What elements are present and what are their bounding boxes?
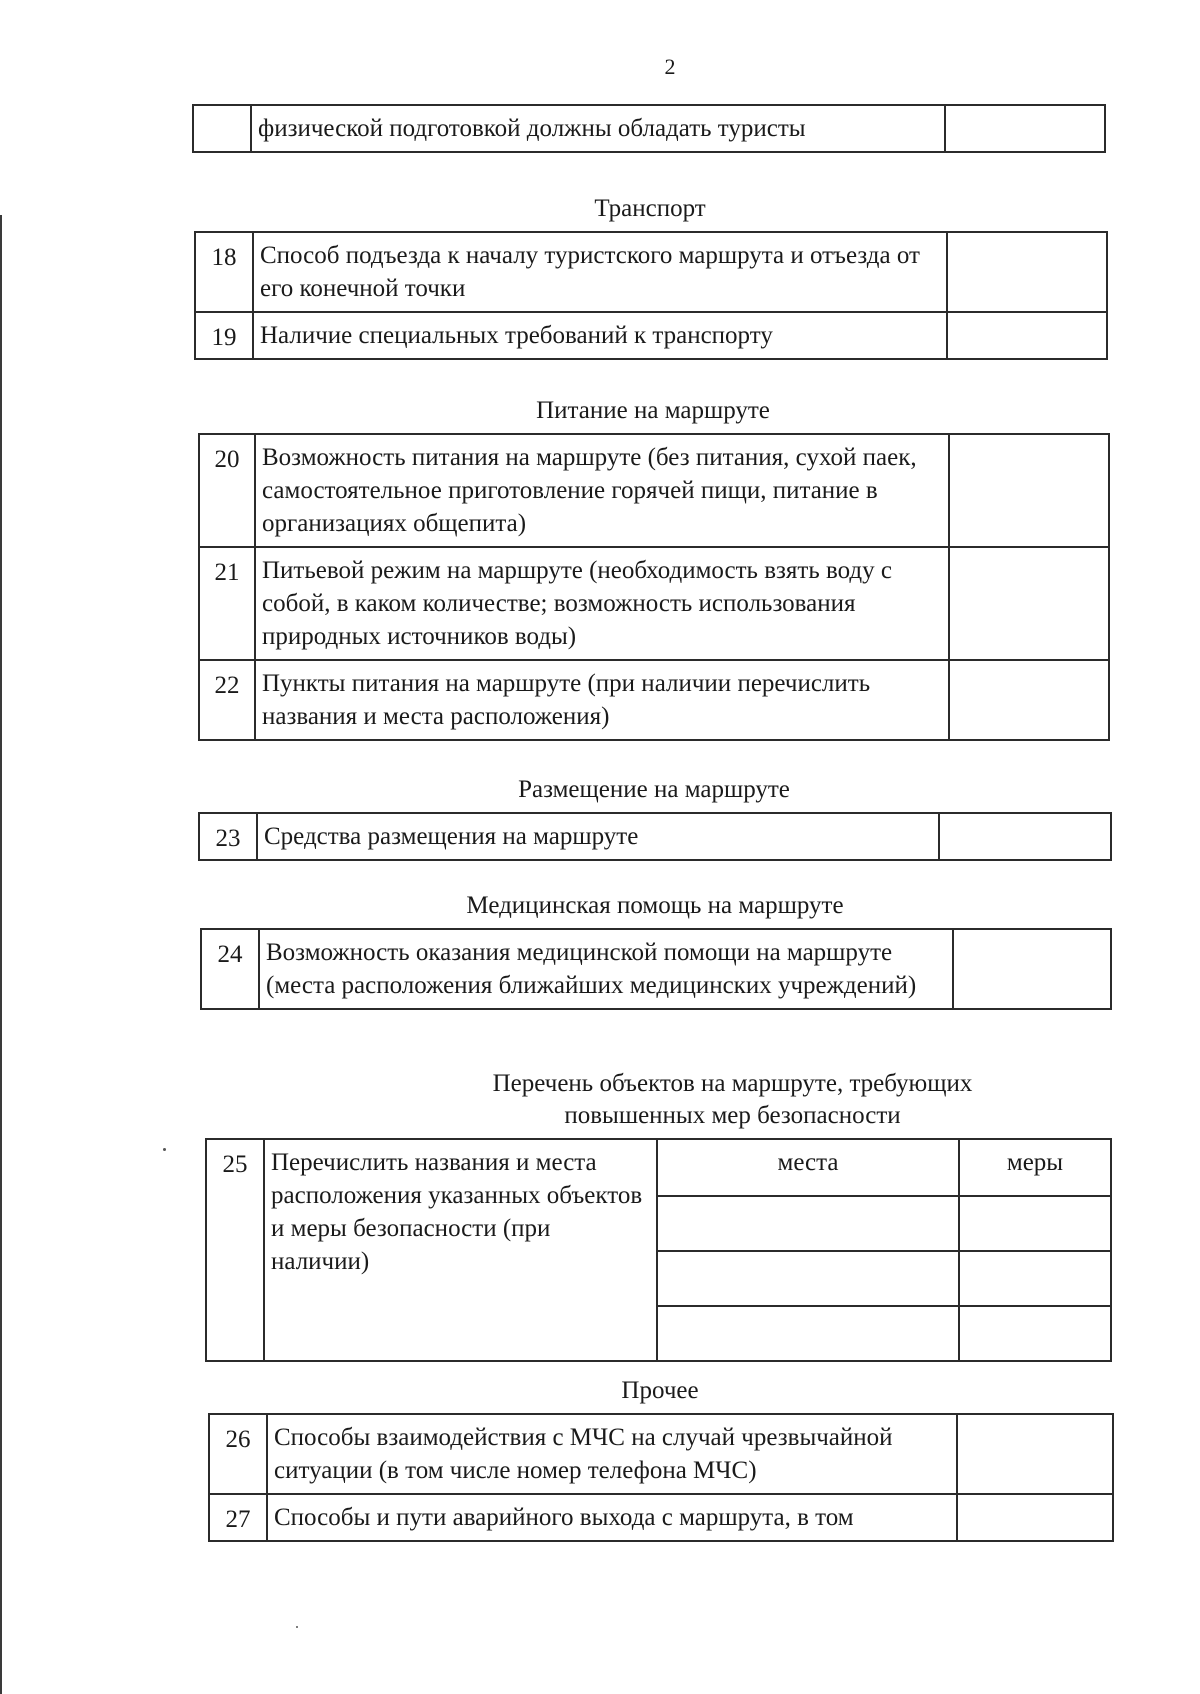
- continuation-table: [192, 104, 1106, 153]
- value-cell: [947, 232, 1107, 312]
- value-cell: [949, 547, 1109, 660]
- places-cell: [657, 1251, 959, 1306]
- value-cell: [957, 1414, 1113, 1494]
- table-row: [195, 312, 1107, 359]
- section-table: [205, 1138, 1112, 1362]
- measures-cell: [959, 1251, 1111, 1306]
- row-text: Пункты питания на маршруте (при наличии перечислить названия и места расположения): [255, 660, 949, 740]
- section-other: [208, 1375, 1112, 1542]
- row-number: 23: [199, 813, 257, 860]
- row-text: Наличие специальных требований к транспорту: [253, 312, 947, 359]
- row-text: Способы взаимодействия с МЧС на случай чрезвычайной ситуации (в том числе номер телефона МЧС): [267, 1414, 957, 1494]
- table-row: [193, 105, 1105, 152]
- scan-edge: [0, 215, 2, 1694]
- table-row: [199, 434, 1109, 547]
- section-title: Питание на маршруте: [536, 397, 770, 424]
- row-text: Способы и пути аварийного выхода с маршрута, в том: [267, 1494, 957, 1541]
- table-row: [199, 547, 1109, 660]
- table-row: [209, 1494, 1113, 1541]
- column-header-places: места: [657, 1139, 959, 1196]
- row-text: Средства размещения на маршруте: [257, 813, 939, 860]
- row-text: Возможность питания на маршруте (без питания, сухой паек, самостоятельное приготовление горячей пищи, питание в организациях общепита): [255, 434, 949, 547]
- table-row: [201, 929, 1111, 1009]
- row-number: 26: [209, 1414, 267, 1494]
- row-number: 25: [206, 1139, 264, 1361]
- section-table: [198, 433, 1110, 741]
- row-text: Питьевой режим на маршруте (необходимость взять воду с собой, в каком количестве; возможность использования природных источников воды): [255, 547, 949, 660]
- section-table: [208, 1413, 1114, 1542]
- section-title: Перечень объектов на маршруте, требующих повышенных мер безопасности: [492, 1070, 973, 1129]
- row-number-cell: [193, 105, 251, 152]
- row-number: 22: [199, 660, 255, 740]
- section-hazard-objects: [205, 1068, 1110, 1362]
- table-row: [199, 813, 1111, 860]
- section-table: [198, 812, 1112, 861]
- table-row: [199, 660, 1109, 740]
- row-number: 18: [195, 232, 253, 312]
- scan-speck: [296, 1626, 298, 1628]
- section-title: Медицинская помощь на маршруте: [466, 892, 844, 919]
- page-number: 2: [664, 54, 676, 79]
- value-cell: [949, 434, 1109, 547]
- scan-speck: [163, 1148, 166, 1151]
- table-row: [195, 232, 1107, 312]
- row-number: 20: [199, 434, 255, 547]
- section-transport: [194, 193, 1106, 360]
- section-title: Транспорт: [594, 195, 706, 222]
- value-cell: [949, 660, 1109, 740]
- section-table: [200, 928, 1112, 1010]
- measures-cell: [959, 1306, 1111, 1361]
- table-row: [209, 1414, 1113, 1494]
- section-title: Прочее: [621, 1377, 699, 1404]
- measures-cell: [959, 1196, 1111, 1251]
- row-text: физической подготовкой должны обладать туристы: [251, 105, 945, 152]
- section-title: Размещение на маршруте: [518, 776, 790, 803]
- value-cell: [947, 312, 1107, 359]
- section-table: [194, 231, 1108, 360]
- row-text: Способ подъезда к началу туристского маршрута и отъезда от его конечной точки: [253, 232, 947, 312]
- row-text: Возможность оказания медицинской помощи на маршруте (места расположения ближайших медицинских учреждений): [259, 929, 953, 1009]
- row-number: 19: [195, 312, 253, 359]
- places-cell: [657, 1306, 959, 1361]
- places-cell: [657, 1196, 959, 1251]
- value-cell: [945, 105, 1105, 152]
- row-number: 27: [209, 1494, 267, 1541]
- section-food: [198, 395, 1108, 741]
- row-number: 21: [199, 547, 255, 660]
- value-cell: [957, 1494, 1113, 1541]
- continuation-table-wrap: [192, 104, 1104, 153]
- row-number: 24: [201, 929, 259, 1009]
- section-medical: [200, 890, 1110, 1010]
- row-text: Перечислить названия и места расположения указанных объектов и меры безопасности (при наличии): [264, 1139, 657, 1361]
- section-lodging: [198, 774, 1110, 861]
- table-row: [206, 1139, 1111, 1196]
- value-cell: [953, 929, 1111, 1009]
- value-cell: [939, 813, 1111, 860]
- column-header-measures: меры: [959, 1139, 1111, 1196]
